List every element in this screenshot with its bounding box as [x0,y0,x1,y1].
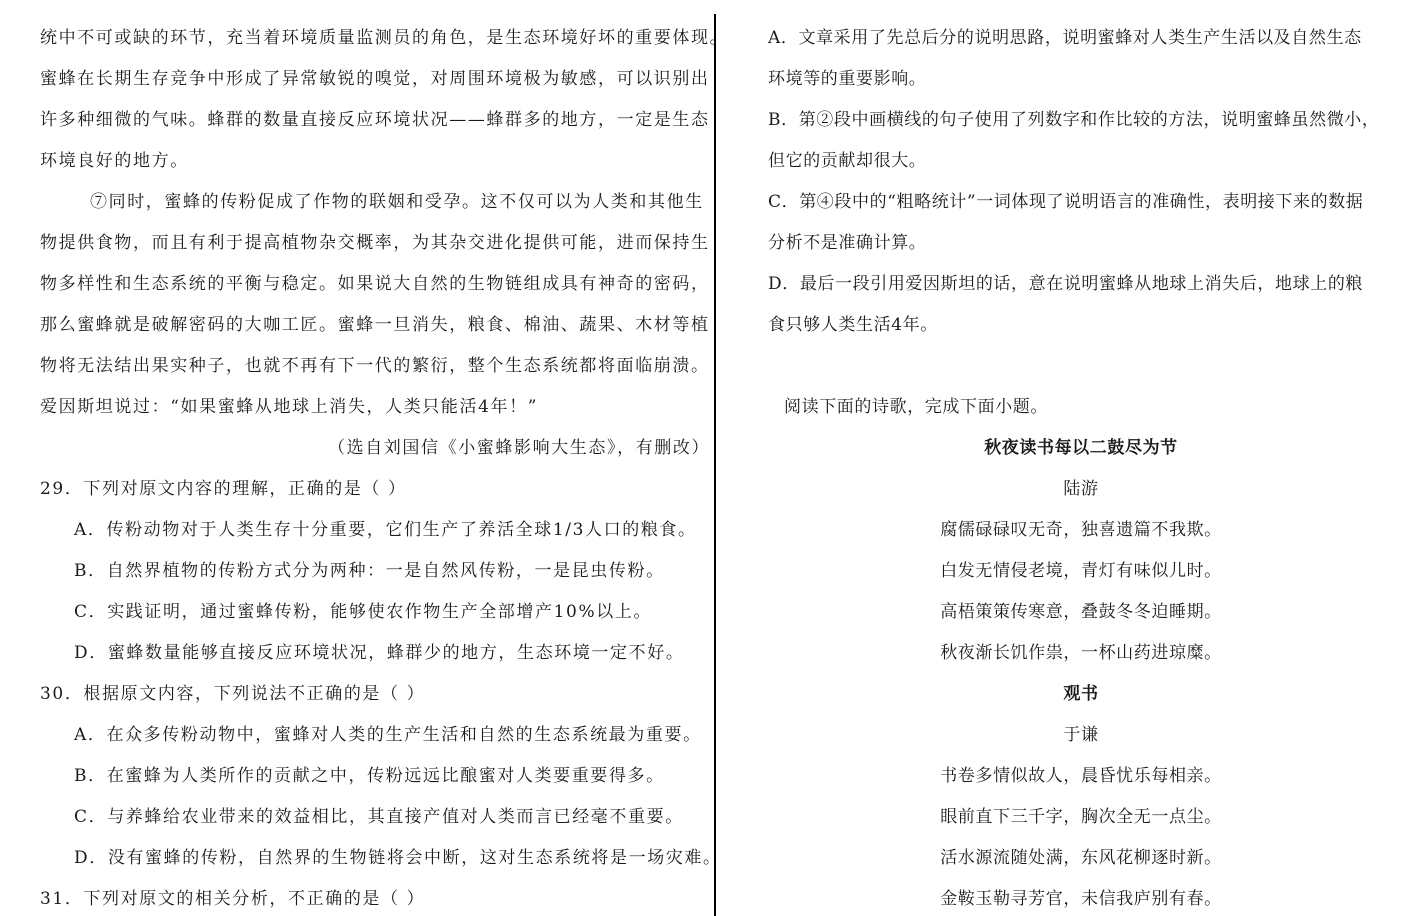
poem2-line: 书卷多情似故人，晨昏忧乐每相亲。 [940,766,1222,786]
passage-line: 物提供食物，而且有利于提高植物杂交概率，为其杂交进化提供可能，进而保持生 [40,233,710,253]
poem2-author: 于谦 [1063,725,1099,745]
q31-option-d: D．最后一段引用爱因斯坦的话，意在说明蜜蜂从地球上消失后，地球上的粮 [768,274,1364,294]
poem1-title: 秋夜读书每以二鼓尽为节 [984,438,1178,458]
passage-line: 统中不可或缺的环节，充当着环境质量监测员的角色，是生态环境好坏的重要体现。 [40,28,729,48]
poem1-line: 秋夜渐长饥作祟，一杯山药进琼糜。 [940,643,1222,663]
q29-option-a: A．传粉动物对于人类生存十分重要，它们生产了养活全球1/3人口的粮食。 [74,520,697,540]
q31-option-d-cont: 食只够人类生活4年。 [768,315,938,335]
q31-option-c-cont: 分析不是准确计算。 [768,233,927,253]
passage-line: 许多种细微的气味。蜂群的数量直接反应环境状况——蜂群多的地方，一定是生态 [40,110,710,130]
q31-option-a: A．文章采用了先总后分的说明思路，说明蜜蜂对人类生产生活以及自然生态 [768,28,1362,48]
poem-instructions: 阅读下面的诗歌，完成下面小题。 [784,397,1048,417]
poem2-line: 金鞍玉勒寻芳官，未信我庐别有春。 [940,889,1222,909]
poem1-line: 高梧策策传寒意，叠鼓冬冬迫睡期。 [940,602,1222,622]
q29-option-b: B．自然界植物的传粉方式分为两种：一是自然风传粉，一是昆虫传粉。 [74,561,665,581]
column-divider [714,14,716,916]
question-29: 29．下列对原文内容的理解，正确的是（ ） [40,479,407,499]
q30-option-b: B．在蜜蜂为人类所作的贡献之中，传粉远远比酿蜜对人类要重要得多。 [74,766,665,786]
poem2-title: 观书 [1063,684,1099,704]
poem1-line: 白发无情侵老境，青灯有味似儿时。 [940,561,1222,581]
passage-line: 物将无法结出果实种子，也就不再有下一代的繁衍，整个生态系统都将面临崩溃。 [40,356,710,376]
poem1-author: 陆游 [1063,479,1099,499]
poem2-line: 活水源流随处满，东风花柳逐时新。 [940,848,1222,868]
question-31: 31．下列对原文的相关分析，不正确的是（ ） [40,889,426,909]
q30-option-a: A．在众多传粉动物中，蜜蜂对人类的生产生活和自然的生态系统最为重要。 [74,725,702,745]
passage-line: 环境良好的地方。 [40,151,189,171]
passage-line: 爱因斯坦说过：“如果蜜蜂从地球上消失，人类只能活4年！” [40,397,538,417]
poem1-line: 腐儒碌碌叹无奇，独喜遗篇不我欺。 [940,520,1222,540]
q31-option-a-cont: 环境等的重要影响。 [768,69,927,89]
q29-option-c: C．实践证明，通过蜜蜂传粉，能够使农作物生产全部增产10%以上。 [74,602,652,622]
q30-option-c: C．与养蜂给农业带来的效益相比，其直接产值对人类而言已经毫不重要。 [74,807,684,827]
q31-option-b: B．第②段中画横线的句子使用了列数字和作比较的方法，说明蜜蜂虽然微小， [768,110,1380,130]
source-citation: （选自刘国信《小蜜蜂影响大生态》，有删改） [328,438,711,458]
passage-line: 蜜蜂在长期生存竞争中形成了异常敏锐的嗅觉，对周围环境极为敏感，可以识别出 [40,69,710,89]
passage-line: ⑦同时，蜜蜂的传粉促成了作物的联姻和受孕。这不仅可以为人类和其他生 [90,192,704,212]
q31-option-c: C．第④段中的“粗略统计”一词体现了说明语言的准确性，表明接下来的数据 [768,192,1364,212]
passage-line: 物多样性和生态系统的平衡与稳定。如果说大自然的生物链组成具有神奇的密码， [40,274,710,294]
q31-option-b-cont: 但它的贡献却很大。 [768,151,927,171]
q30-option-d: D．没有蜜蜂的传粉，自然界的生物链将会中断，这对生态系统将是一场灾难。 [74,848,722,868]
question-30: 30．根据原文内容，下列说法不正确的是（ ） [40,684,426,704]
q29-option-d: D．蜜蜂数量能够直接反应环境状况，蜂群少的地方，生态环境一定不好。 [74,643,685,663]
poem2-line: 眼前直下三千字，胸次全无一点尘。 [940,807,1222,827]
passage-line: 那么蜜蜂就是破解密码的大咖工匠。蜜蜂一旦消失，粮食、棉油、蔬果、木材等植 [40,315,710,335]
